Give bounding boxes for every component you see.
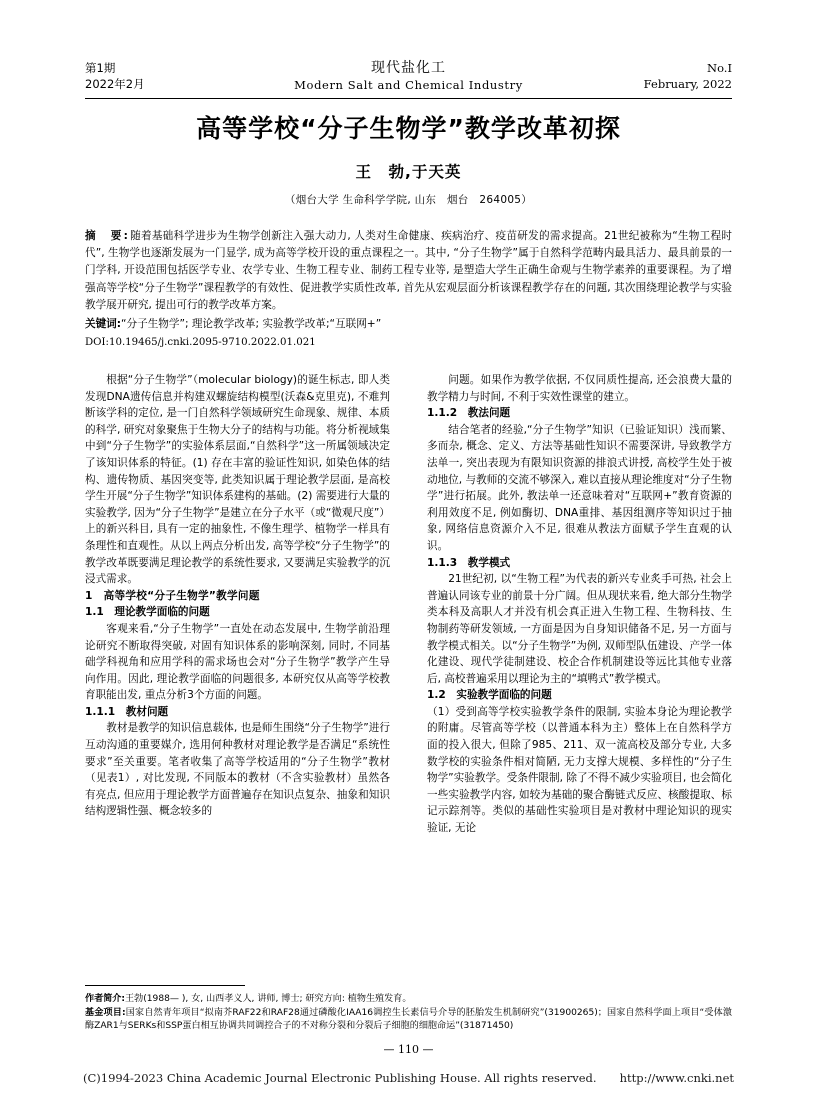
author-bio-text: 王勃(1988— ), 女, 山西孝义人, 讲师, 博士; 研究方向: 植物生殖发育。 xyxy=(125,994,412,1004)
issue-date-en: February, 2022 xyxy=(643,77,732,91)
subsection-heading: 1.1 理论教学面临的问题 xyxy=(85,606,210,619)
issue-number-cn: 第1期 xyxy=(85,61,116,75)
funding-label: 基金项目: xyxy=(85,1007,126,1018)
funding-text: 国家自然青年项目“拟南芥RAF22和RAF28通过磷酸化IAA16调控生长素信号介导的胚胎发生机制研究”(31900265)；国家自然科学面上项目“受体激酶ZAR1与SERKs和SSP蛋白相互协调共同调控合子的不对称分裂和分裂后子细胞的细胞命运”(31871450) xyxy=(85,1007,732,1032)
footnote-divider xyxy=(85,985,245,986)
header-right xyxy=(644,60,732,92)
paragraph: 21世纪初, 以“生物工程”为代表的新兴专业炙手可热, 社会上普遍认同该专业的前景十分广阔。但从现状来看, 绝大部分生物学类本科及高职人才并没有机会真正进入生物工程、生物科技、生物制药等研发领域, 一方面是因为自身知识储备不足, 另一方面与教学模式相关。以“分子生物学”为例, 双师型队伍建设、产学一体化建设、现代学徒制建设、校企合作机制建设等远比其他专业落后, 高校普遍采用以理论为主的“填鸭式”教学模式。 xyxy=(427,573,732,685)
paragraph: 教材是教学的知识信息载体, 也是师生围绕“分子生物学”进行互动沟通的重要媒介, 选用何种教材对理论教学是否满足“系统性要求”至关重要。笔者收集了高等学校适用的“分子生物学”教材（见表1）, 对比发现, 不同版本的教材（不含实验教材）虽然各有亮点, 但应用于理论教学方面普遍存在知识点复杂、抽象和知识结构逻辑性强、概念较多的 xyxy=(85,722,390,818)
keywords-paragraph xyxy=(85,316,732,333)
funding-footnote xyxy=(85,1007,732,1034)
paragraph: 问题。如果作为教学依据, 不仅同质性提高, 还会浪费大量的教学精力与时间, 不利于实效性课堂的建立。 xyxy=(427,374,732,403)
copyright-notice: (C)1994-2023 China Academic Journal Electronic Publishing House. All rights reserved. http://www.cnki.net xyxy=(82,1071,735,1085)
abstract-paragraph xyxy=(85,228,732,314)
page-number: — 110 — xyxy=(383,1043,434,1056)
affiliation: （烟台大学 生命科学学院, 山东 烟台 264005） xyxy=(284,194,533,206)
issue-number-en: No.I xyxy=(707,61,732,75)
paragraph: 客观来看,“分子生物学”一直处在动态发展中, 生物学前沿理论研究不断取得突破, 对固有知识体系的影响深刻, 同时, 不同基础学科视角和应用学科的需求场也会对“分子生物学”教学产生导向作用。因此, 理论教学面临的问题很多, 本研究仅从高等学校教育职能出发, 重点分析3个方面的问题。 xyxy=(85,622,390,702)
subsubsection-heading: 1.1.3 教学模式 xyxy=(427,556,511,569)
author-bio-footnote xyxy=(85,993,732,1007)
doi-text: DOI:10.19465/j.cnki.2095-9710.2022.01.021 xyxy=(85,337,316,349)
abstract-block xyxy=(85,228,732,351)
page-title: 高等学校“分子生物学”教学改革初探 xyxy=(196,114,621,143)
header-center xyxy=(85,60,732,93)
footnote-block xyxy=(85,993,732,1034)
keywords-text: “分子生物学”; 理论教学改革; 实验教学改革;“互联网+” xyxy=(121,318,382,331)
body-columns xyxy=(85,372,732,962)
paragraph: 根据“分子生物学”（molecular biology)的诞生标志, 即人类发现DNA遗传信息并构建双螺旋结构模型(沃森&克里克), 不难判断该学科的定位, 是一门自然科学领域研究生命现象、规律、本质的科学, 研究对象聚焦于生物大分子的结构与功能。将分析视域集中到“分子生物学”的实验体系层面,“自然科学”这一所属领域决定了该知识体系的特征。(1) 存在丰富的验证性知识, 如染色体的结构、遗传物质、基因突变等, 此类知识属于理论教学层面, 是高校学生开展“分子生物学”知识体系建构的基础。(2) 需要进行大量的实验教学, 因为“分子生物学”是建立在分子水平（或“微观尺度”）上的新兴科目, 具有一定的抽象性, 不像生理学、植物学一样具有条理性和直观性。从以上两点分析出发, 高等学校“分子生物学”的教学改革既要满足理论教学的系统性要求, 又要满足实验教学的沉浸式需求。 xyxy=(85,374,390,586)
keywords-label: 关键词: xyxy=(85,318,122,331)
column-right xyxy=(427,372,732,837)
abstract-label: 摘 要: xyxy=(85,230,130,242)
section-heading: 1 高等学校“分子生物学”教学问题 xyxy=(85,589,260,602)
issue-date-cn: 2022年2月 xyxy=(85,77,145,91)
journal-name-cn: 现代盐化工 xyxy=(371,60,446,76)
subsubsection-heading: 1.1.2 教法问题 xyxy=(427,407,511,420)
abstract-text: 随着基础科学进步为生物学创新注入强大动力, 人类对生命健康、疾病治疗、疫苗研发的需求提高。21世纪被称为“生物工程时代”, 生物学也逐渐发展为一门显学, 成为高等学校开设的重点课程之一。其中, “分子生物学”属于自然科学范畴内最具活力、最具前景的一门学科, 开设范围包括医学专业、农学专业、生物工程专业、制药工程专业等, 是塑造大学生正确生命观与生物学素养的重要课程。为了增强高等学校“分子生物学”课程教学的有效性、促进教学实质性改革, 首先从宏观层面分析该课程教学存在的问题, 其次围绕理论教学与实验教学展开研究, 提出可行的教学改革方案。 xyxy=(85,230,732,311)
paragraph: （1）受到高等学校实验教学条件的限制, 实验本身论为理论教学的附庸。尽管高等学校（以普通本科为主）整体上在自然科学方面的投入很大, 但除了985、211、双一流高校及部分专业, 大多数学校的实验条件相对简陋, 无力支撑大规模、多样性的“分子生物学”实验教学。受条件限制, 除了不得不减少实验项目, 也会简化一些实验教学内容, 如较为基础的聚合酶链式反应、核酸提取、标记示踪剂等。类似的基础性实验项目是对教材中理论知识的现实验证, 无论 xyxy=(427,705,732,835)
journal-name-en: Modern Salt and Chemical Industry xyxy=(294,78,523,92)
subsubsection-heading: 1.1.1 教材问题 xyxy=(85,705,169,718)
paragraph: 结合笔者的经验,“分子生物学”知识（已验证知识）浅而繁、多而杂, 概念、定义、方法等基础性知识不需要深讲, 导致教学方法单一, 突出表现为有限知识资源的排浪式讲授, 高校学生处于被动地位, 与教师的交流不够深入, 难以直接从理论维度对“分子生物学”进行拓展。此外, 教法单一还意味着对“互联网+”教育资源的利用效度不足, 例如酶切、DNA重排、基因组测序等知识过于抽象, 网络信息资源介入不足, 很难从教法方面赋予学生直观的认识。 xyxy=(427,423,732,552)
header-divider xyxy=(85,98,732,99)
subsection-heading: 1.2 实验教学面临的问题 xyxy=(427,689,552,702)
author-list: 王 勃,于天英 xyxy=(355,163,462,181)
title-block xyxy=(85,112,732,207)
page-header xyxy=(85,60,732,106)
column-left xyxy=(85,372,390,820)
author-bio-label: 作者简介: xyxy=(85,994,126,1004)
